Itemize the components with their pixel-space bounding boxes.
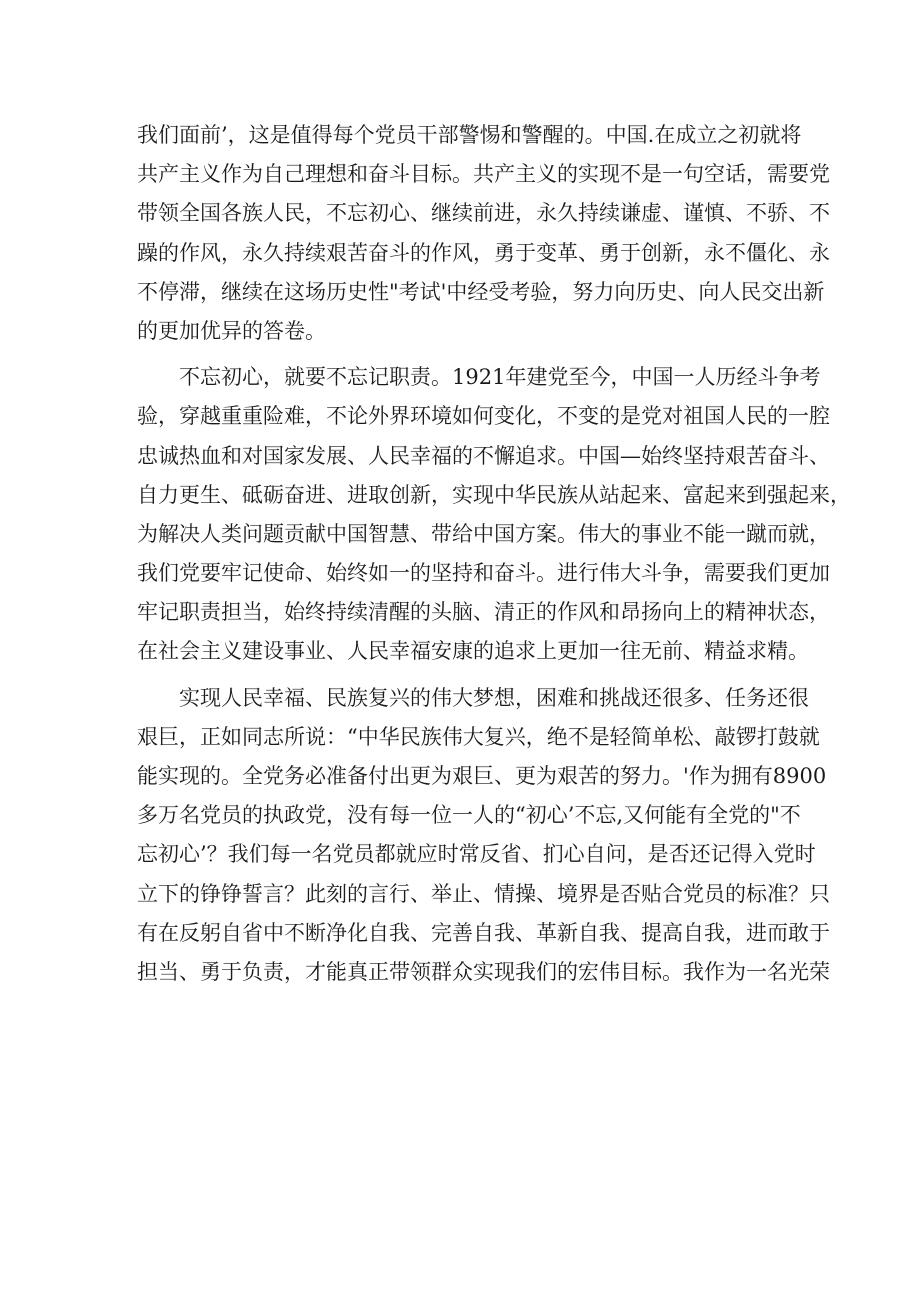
text-line: 有在反躬自省中不断净化自我、完善自我、革新自我、提高自我，进而敢于 [137,920,830,945]
text-line: 立下的铮铮誓言？此刻的言行、举止、情操、境界是否贴合党员的标准？只 [137,881,830,906]
text-line: 我们面前’，这是值得每个党员干部警惕和警醒的。中国.在成立之初就将 [137,123,802,147]
document-body [137,116,851,992]
text-line: 的更加优异的答卷。 [137,318,326,343]
text-line: 艰巨，正如同志所说：“中华民族伟大复兴，绝不是轻简单松、敲锣打鼓就 [137,724,820,749]
text-line: 能实现的。全党务必准备付出更为艰巨、更为艰苦的努力。'作为拥有8900 [137,764,827,788]
paragraph-gap [137,351,787,358]
text-line: 躁的作风，永久持续艰苦奋斗的作风，勇于变革、勇于创新，永不僵化、永 [137,240,830,265]
text-line: 忘初心’？我们每一名党员都就应时常反省、扪心自问，是否还记得入党时 [137,842,816,867]
text-line: 自力更生、砥砺奋进、进取创新，实现中华民族从站起来、富起来到强起来， [137,482,851,507]
text-line: 多万名党员的执政党，没有每一位一人的“初心’不忘,又何能有全党的"不 [137,803,801,828]
text-line: 牢记职责担当，始终持续清醒的头脑、清正的作风和昂扬向上的精神状态， [137,600,830,625]
text-line: 验，穿越重重险难，不论外界环境如何变化，不变的是党对祖国人民的一腔 [137,404,830,429]
text-line: 实现人民幸福、民族复兴的伟大梦想，困难和挑战还很多、任务还很 [179,685,809,710]
text-line: 为解决人类问题贡献中国智慧、带给中国方案。伟大的事业不能一蹴而就， [137,521,830,546]
text-line: 不忘初心，就要不忘记职责。1921年建党至今，中国一人历经斗争考 [179,365,821,390]
text-line: 我们党要牢记使命、始终如一的坚持和奋斗。进行伟大斗争，需要我们更加 [137,561,830,586]
text-line: 共产主义作为自己理想和奋斗目标。共产主义的实现不是一句空话，需要党 [137,162,830,187]
text-line: 担当、勇于负责，才能真正带领群众实现我们的宏伟目标。我作为一名光荣 [137,959,830,984]
text-line: 带领全国各族人民，不忘初心、继续前进，永久持续谦虚、谨慎、不骄、不 [137,201,830,226]
text-line: 忠诚热血和对国家发展、人民幸福的不懈追求。中国—始终坚持艰苦奋斗、 [137,443,830,468]
text-line: 不停滞，继续在这场历史性"考试'中经受考验，努力向历史、向人民交出新 [137,279,825,304]
text-line: 在社会主义建设事业、人民幸福安康的追求上更加一往无前、精益求精。 [137,639,809,664]
paragraph-gap [137,672,787,679]
